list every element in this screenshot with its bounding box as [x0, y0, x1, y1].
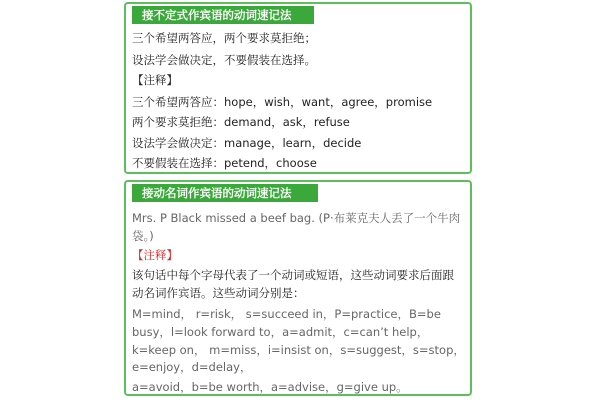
verb-list-line: 不要假装在选择：petend，choose — [132, 156, 317, 170]
mnemonic-line: 三个希望两答应，两个要求莫拒绝； — [132, 31, 316, 45]
mnemonic-card-gerund — [124, 180, 472, 396]
verb-list-line: e=enjoy，d=delay， — [132, 360, 252, 374]
mnemonic-line: 设法学会做决定，不要假装在选择。 — [132, 53, 316, 67]
mnemonic-card-infinitive — [124, 2, 472, 174]
explanation-line: 动名词作宾语。这些动词分别是： — [132, 286, 305, 300]
verb-list-line: busy，l=look forward to，a=admit，c=can’t help， — [132, 325, 429, 339]
verb-list-line: 三个希望两答应：hope，wish，want，agree，promise — [132, 95, 433, 109]
note-heading: 【注释】 — [132, 73, 178, 87]
explanation-line: 该句话中每个字母代表了一个动词或短语，这些动词要求后面跟 — [132, 268, 454, 282]
verb-list-line: a=avoid，b=be worth，a=advise，g=give up。 — [132, 380, 408, 394]
verb-list-line: 两个要求莫拒绝：demand，ask，refuse — [132, 115, 350, 129]
example-sentence: 袋。) — [132, 229, 154, 243]
verb-list-line: M=mind， r=risk， s=succeed in，P=practice，B=be — [132, 307, 441, 321]
card-header: 接动名词作宾语的动词速记法 — [132, 184, 318, 202]
card-header: 接不定式作宾语的动词速记法 — [132, 6, 314, 24]
verb-list-line: 设法学会做决定：manage，learn，decide — [132, 136, 362, 150]
note-heading: 【注释】 — [132, 248, 178, 262]
example-sentence: Mrs. P Black missed a beef bag. (P·布莱克夫人丢了一个牛肉 — [132, 211, 461, 225]
verb-list-line: k=keep on， m=miss，i=insist on，s=suggest，s=stop， — [132, 343, 465, 357]
